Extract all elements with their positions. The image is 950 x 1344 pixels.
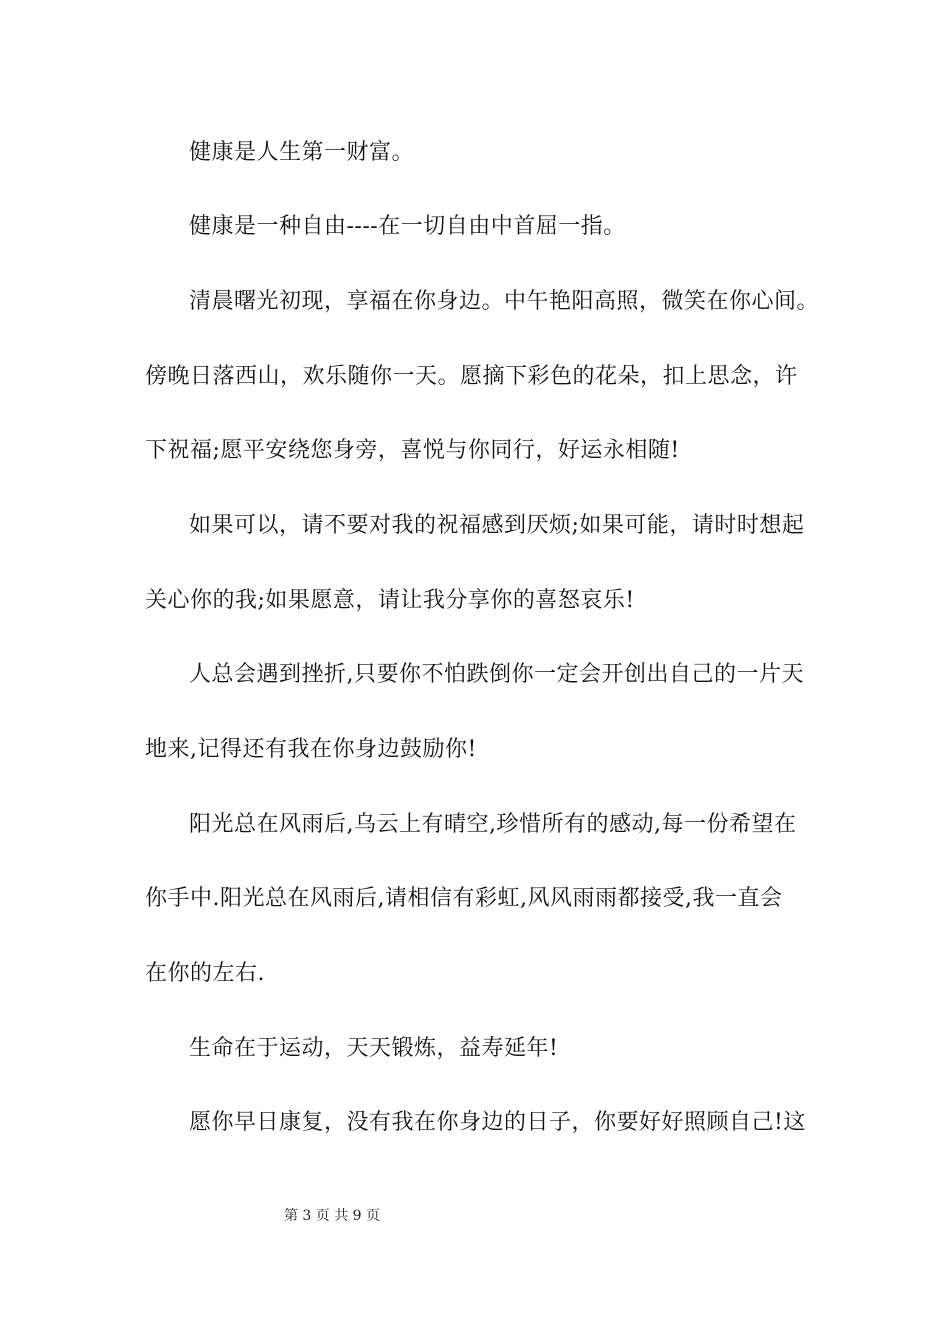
- paragraph-line: 健康是一种自由----在一切自由中首屈一指。: [189, 214, 626, 239]
- page-number-label: 第 3 页 共 9 页: [283, 1208, 381, 1224]
- paragraph-line: 下祝福;愿平安绕您身旁，喜悦与你同行，好运永相随!: [145, 438, 680, 463]
- page-number-footer: [0, 1206, 950, 1226]
- paragraph-line: 地来,记得还有我在你身边鼓励你!: [145, 737, 477, 762]
- paragraph-line: 如果可以，请不要对我的祝福感到厌烦;如果可能，请时时想起: [189, 513, 805, 538]
- paragraph-line: 阳光总在风雨后,乌云上有晴空,珍惜所有的感动,每一份希望在: [189, 812, 797, 837]
- paragraph-line: 清晨曙光初现，享福在你身边。中午艳阳高照，微笑在你心间。: [189, 289, 820, 314]
- paragraph-line: 人总会遇到挫折,只要你不怕跌倒你一定会开创出自己的一片天: [189, 662, 804, 687]
- paragraph-line: 健康是人生第一财富。: [189, 140, 415, 165]
- paragraph-line: 愿你早日康复，没有我在你身边的日子，你要好好照顾自己!这: [189, 1110, 806, 1135]
- paragraph-line: 生命在于运动，天天锻炼，益寿延年!: [189, 1036, 559, 1061]
- paragraph-line: 在你的左右.: [145, 961, 265, 986]
- paragraph-line: 关心你的我;如果愿意，请让我分享你的喜怒哀乐!: [145, 588, 635, 613]
- paragraph-line: 傍晚日落西山，欢乐随你一天。愿摘下彩色的花朵，扣上思念，许: [145, 364, 798, 389]
- paragraph-line: 你手中.阳光总在风雨后,请相信有彩虹,风风雨雨都接受,我一直会: [145, 886, 783, 911]
